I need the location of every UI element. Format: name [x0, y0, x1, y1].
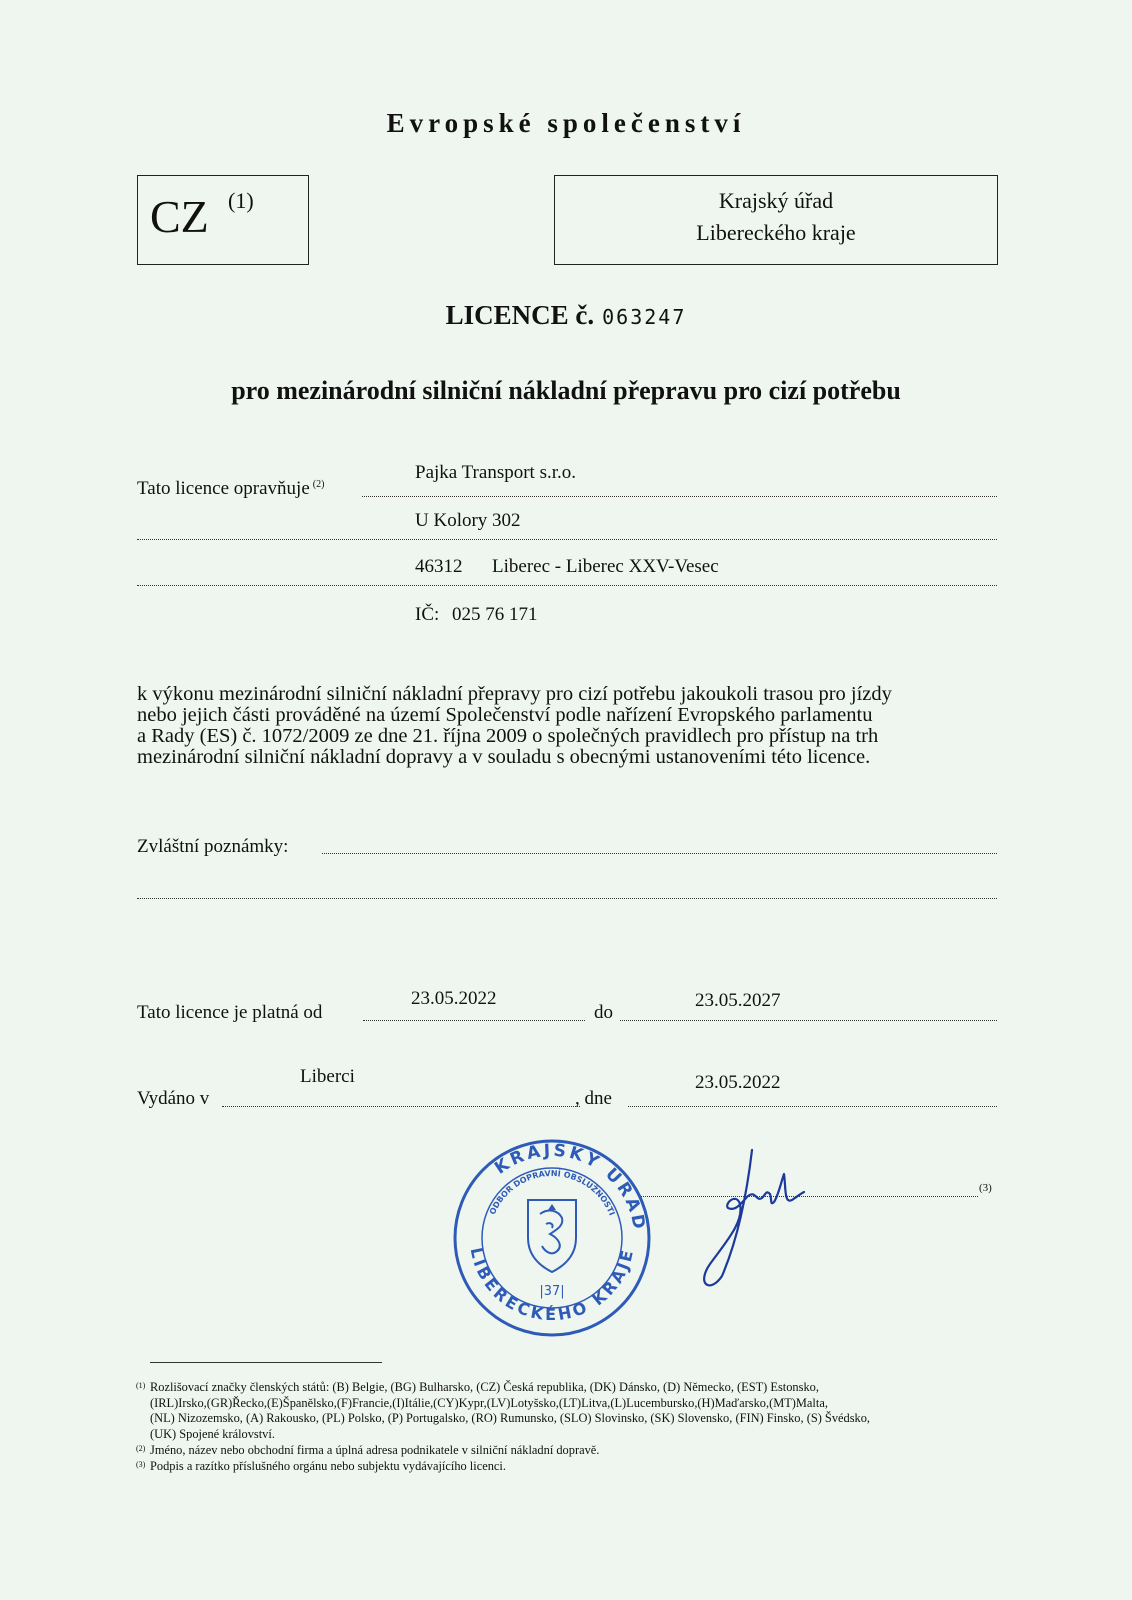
country-code-box: [137, 175, 309, 265]
holder-street-line: [137, 539, 997, 540]
validity-from-date: 23.05.2022: [411, 988, 497, 1009]
holder-city-line: [137, 585, 997, 586]
footnote-rule: [150, 1362, 382, 1363]
coat-of-arms-icon: [528, 1200, 576, 1272]
holder-ic-value: 025 76 171: [452, 604, 538, 625]
issued-place: Liberci: [300, 1066, 355, 1087]
remarks-label: Zvláštní poznámky:: [137, 836, 289, 857]
footnote-1: [136, 1380, 998, 1442]
document-title: Evropské společenství: [386, 108, 746, 138]
holder-street: U Kolory 302: [415, 510, 521, 531]
footnote-mark: (3): [136, 1460, 146, 1469]
holder-label: [137, 478, 324, 500]
country-code: CZ: [150, 191, 209, 242]
body-line: a Rady (ES) č. 1072/2009 ze dne 21. října 2009 o společných pravidlech pro přístup na trh: [137, 725, 879, 747]
issued-date-label: , dne: [575, 1088, 612, 1109]
validity-to-label: do: [594, 1002, 613, 1023]
holder-city: Liberec - Liberec XXV-Vesec: [492, 556, 719, 577]
stamp-ring-inner: ODBOR DOPRAVNÍ OBSLUŽNOSTI: [487, 1168, 617, 1217]
body-line: mezinárodní silniční nákladní dopravy a v souladu s obecnými ustanoveními této licence.: [137, 746, 871, 768]
license-number: 063247: [602, 305, 687, 329]
validity-from-line: [363, 1020, 585, 1021]
license-title: [0, 300, 1132, 331]
holder-label-text: Tato licence opravňuje: [137, 478, 310, 499]
license-title-label: LICENCE č.: [445, 300, 595, 330]
validity-label: Tato licence je platná od: [137, 1002, 323, 1023]
holder-label-footnote-mark: (2): [312, 478, 325, 490]
footnote-2: [136, 1443, 998, 1459]
holder-ic: [415, 604, 538, 626]
issued-date: 23.05.2022: [695, 1072, 781, 1093]
footnote-line: Rozlišovací značky členských států: (B) Belgie, (BG) Bulharsko, (CZ) Česká republika, (DK) Dánsko, (D) Německo, (EST) Estonsko,: [150, 1380, 819, 1394]
issued-date-line: [628, 1106, 997, 1107]
license-body-text: [137, 684, 997, 768]
body-line: nebo jejich části prováděné na území Společenství podle nařízení Evropského parlamentu: [137, 704, 873, 726]
footnote-mark: (1): [136, 1381, 146, 1390]
footnote-line: (UK) Spojené království.: [150, 1426, 275, 1441]
authority-line-2: Libereckého kraje: [696, 220, 856, 245]
authority-line-1: Krajský úřad: [718, 188, 834, 213]
official-stamp: [452, 1138, 652, 1338]
issued-label: Vydáno v: [137, 1088, 210, 1109]
footnote-3: [136, 1459, 998, 1475]
holder-ic-label: IČ:: [415, 604, 440, 625]
remarks-line-1: [322, 853, 997, 854]
holder-postcode: 46312: [415, 556, 463, 577]
issuing-authority-box: [554, 175, 998, 265]
footnote-line: Jméno, název nebo obchodní firma a úplná adresa podnikatele v silniční nákladní dopravě.: [150, 1443, 600, 1457]
validity-to-date: 23.05.2027: [695, 990, 781, 1011]
issued-place-line: [222, 1106, 580, 1107]
country-code-footnote-mark: (1): [228, 188, 254, 213]
license-subtitle: pro mezinárodní silniční nákladní přepravu pro cizí potřebu: [231, 376, 901, 405]
holder-name: Pajka Transport s.r.o.: [415, 462, 576, 483]
footnote-line: (NL) Nizozemsko, (A) Rakousko, (PL) Polsko, (P) Portugalsko, (RO) Rumunsko, (SLO) Slovinsko, (SK) Slovensko, (FIN) Finsko, (S) Švédsko,: [150, 1411, 871, 1425]
footnote-mark: (2): [136, 1444, 146, 1453]
stamp-number: |37|: [539, 1284, 565, 1299]
footnote-line: (IRL)Irsko,(GR)Řecko,(E)Španělsko,(F)Francie,(I)Itálie,(CY)Kypr,(LV)Lotyšsko,(LT)Litva,(L)Lucembursko,(H)Maďarsko,(MT)Malta,: [150, 1395, 828, 1410]
footnote-line: Podpis a razítko příslušného orgánu nebo subjektu vydávajícího licenci.: [150, 1459, 506, 1473]
body-line: k výkonu mezinárodní silniční nákladní přepravy pro cizí potřebu jakoukoli trasou pro jízdy: [137, 683, 892, 705]
holder-name-line: [362, 496, 997, 497]
validity-to-line: [620, 1020, 997, 1021]
remarks-line-2: [137, 898, 997, 899]
signature-footnote-mark: (3): [979, 1182, 992, 1194]
stamp-ring-top: KRAJSKÝ ÚŘAD: [491, 1140, 650, 1234]
stamp-ring-bottom: LIBERECKÉHO KRAJE: [466, 1245, 638, 1325]
handwritten-signature: [700, 1144, 810, 1294]
